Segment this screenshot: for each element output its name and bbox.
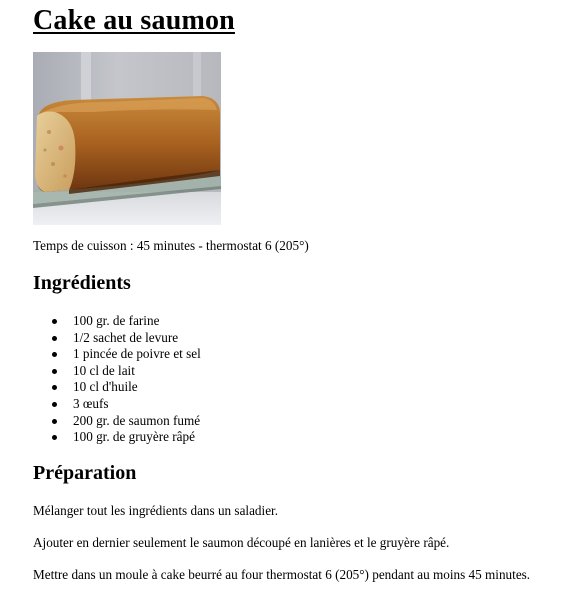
preparation-step: Mettre dans un moule à cake beurré au four thermostat 6 (205°) pendant au moins 45 minutes. xyxy=(33,567,531,582)
list-item xyxy=(33,396,201,413)
bullet-icon xyxy=(52,419,57,424)
ingredient-text: 3 œufs xyxy=(73,395,109,411)
ingredient-text: 1 pincée de poivre et sel xyxy=(73,346,201,362)
preparation-heading: Préparation xyxy=(33,462,137,484)
ingredient-text: 1/2 sachet de levure xyxy=(73,329,179,345)
ingredients-heading: Ingrédients xyxy=(33,272,131,294)
list-item xyxy=(33,363,201,380)
cooking-time: Temps de cuisson : 45 minutes - thermostat 6 (205°) xyxy=(33,238,309,253)
bullet-icon xyxy=(52,385,57,390)
bullet-icon xyxy=(52,352,57,357)
list-item xyxy=(33,429,201,446)
ingredient-text: 200 gr. de saumon fumé xyxy=(73,412,201,428)
list-item xyxy=(33,346,201,363)
ingredient-text: 10 cl d'huile xyxy=(73,379,138,395)
bullet-icon xyxy=(52,336,57,341)
ingredient-text: 100 gr. de gruyère râpé xyxy=(73,429,195,445)
preparation-step: Mélanger tout les ingrédients dans un saladier. xyxy=(33,503,279,518)
list-item xyxy=(33,379,201,396)
ingredient-text: 10 cl de lait xyxy=(73,362,135,378)
ingredients-list xyxy=(33,313,201,446)
list-item xyxy=(33,413,201,430)
bullet-icon xyxy=(52,369,57,374)
list-item xyxy=(33,330,201,347)
ingredient-text: 100 gr. de farine xyxy=(73,313,160,328)
bullet-icon xyxy=(52,435,57,440)
recipe-title: Cake au saumon xyxy=(33,5,235,36)
preparation-step: Ajouter en dernier seulement le saumon découpé en lanières et le gruyère râpé. xyxy=(33,535,450,550)
cake-photo xyxy=(33,52,221,225)
list-item xyxy=(33,313,201,330)
bullet-icon xyxy=(52,319,57,324)
bullet-icon xyxy=(52,402,57,407)
